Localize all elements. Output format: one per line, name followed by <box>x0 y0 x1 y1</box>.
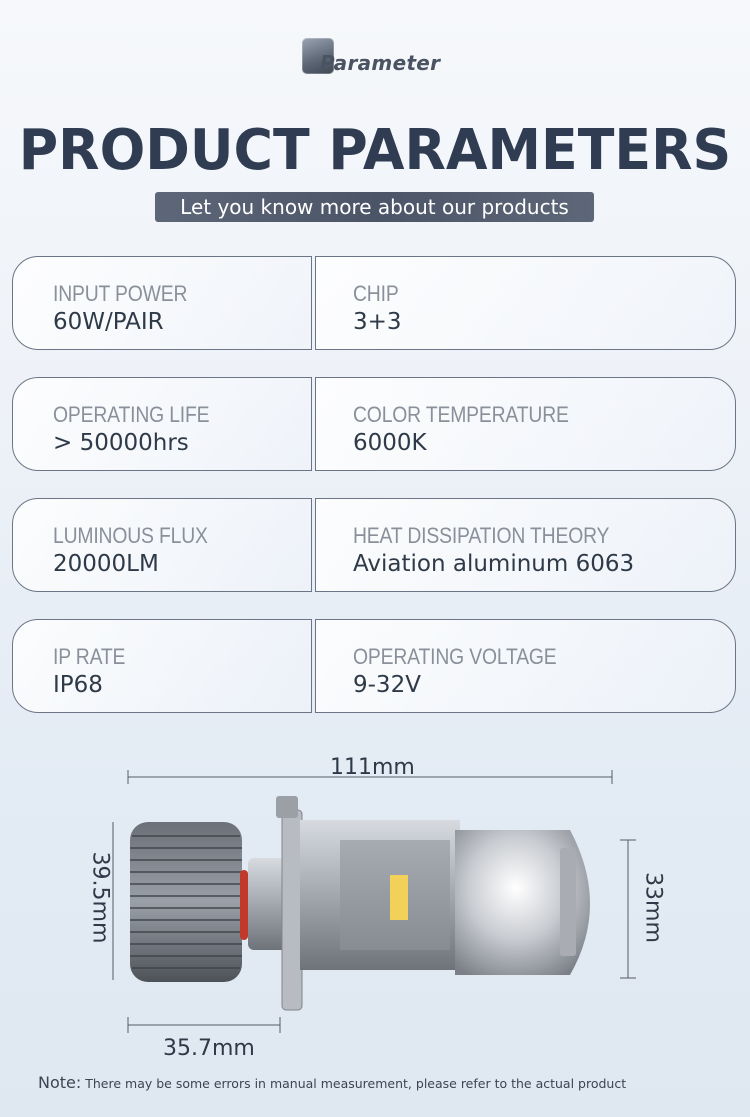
param-label: OPERATING VOLTAGE <box>353 644 557 669</box>
note-prefix: Note: <box>38 1073 82 1092</box>
dimension-heatsink-width: 35.7mm <box>163 1036 255 1061</box>
dimension-length: 111mm <box>330 755 415 780</box>
param-card-color-temperature <box>315 377 736 471</box>
param-value: > 50000hrs <box>53 430 189 456</box>
param-value: 20000LM <box>53 551 159 577</box>
param-value: 9-32V <box>353 672 421 698</box>
param-card-chip <box>315 256 736 350</box>
measurement-note <box>38 1073 738 1093</box>
heatsink-fins <box>130 822 242 982</box>
param-value: 6000K <box>353 430 427 456</box>
param-card-input-power <box>12 256 312 350</box>
page-subtitle: Let you know more about our products <box>155 192 594 222</box>
param-value: IP68 <box>53 672 103 698</box>
param-label: OPERATING LIFE <box>53 402 210 427</box>
parameter-badge <box>302 38 452 76</box>
page-title: PRODUCT PARAMETERS <box>18 118 732 183</box>
param-label: IP RATE <box>53 644 126 669</box>
param-label: HEAT DISSIPATION THEORY <box>353 523 610 548</box>
param-label: CHIP <box>353 281 399 306</box>
param-label: INPUT POWER <box>53 281 188 306</box>
param-card-heat-dissipation <box>315 498 736 592</box>
param-value: 3+3 <box>353 309 402 335</box>
param-value: Aviation aluminum 6063 <box>353 551 635 577</box>
param-card-operating-life <box>12 377 312 471</box>
param-card-luminous-flux <box>12 498 312 592</box>
param-label: COLOR TEMPERATURE <box>353 402 569 427</box>
param-card-operating-voltage <box>315 619 736 713</box>
headlight-bulb-illustration <box>0 740 750 1070</box>
badge-label: Parameter <box>320 51 441 75</box>
param-card-ip-rate <box>12 619 312 713</box>
dimension-height: 39.5mm <box>87 851 113 944</box>
param-value: 60W/PAIR <box>53 309 164 335</box>
note-text: There may be some errors in manual measurement, please refer to the actual product <box>81 1076 627 1091</box>
dimension-lens-diameter: 33mm <box>640 872 666 943</box>
dimension-diagram <box>0 740 750 1070</box>
param-label: LUMINOUS FLUX <box>53 523 208 548</box>
